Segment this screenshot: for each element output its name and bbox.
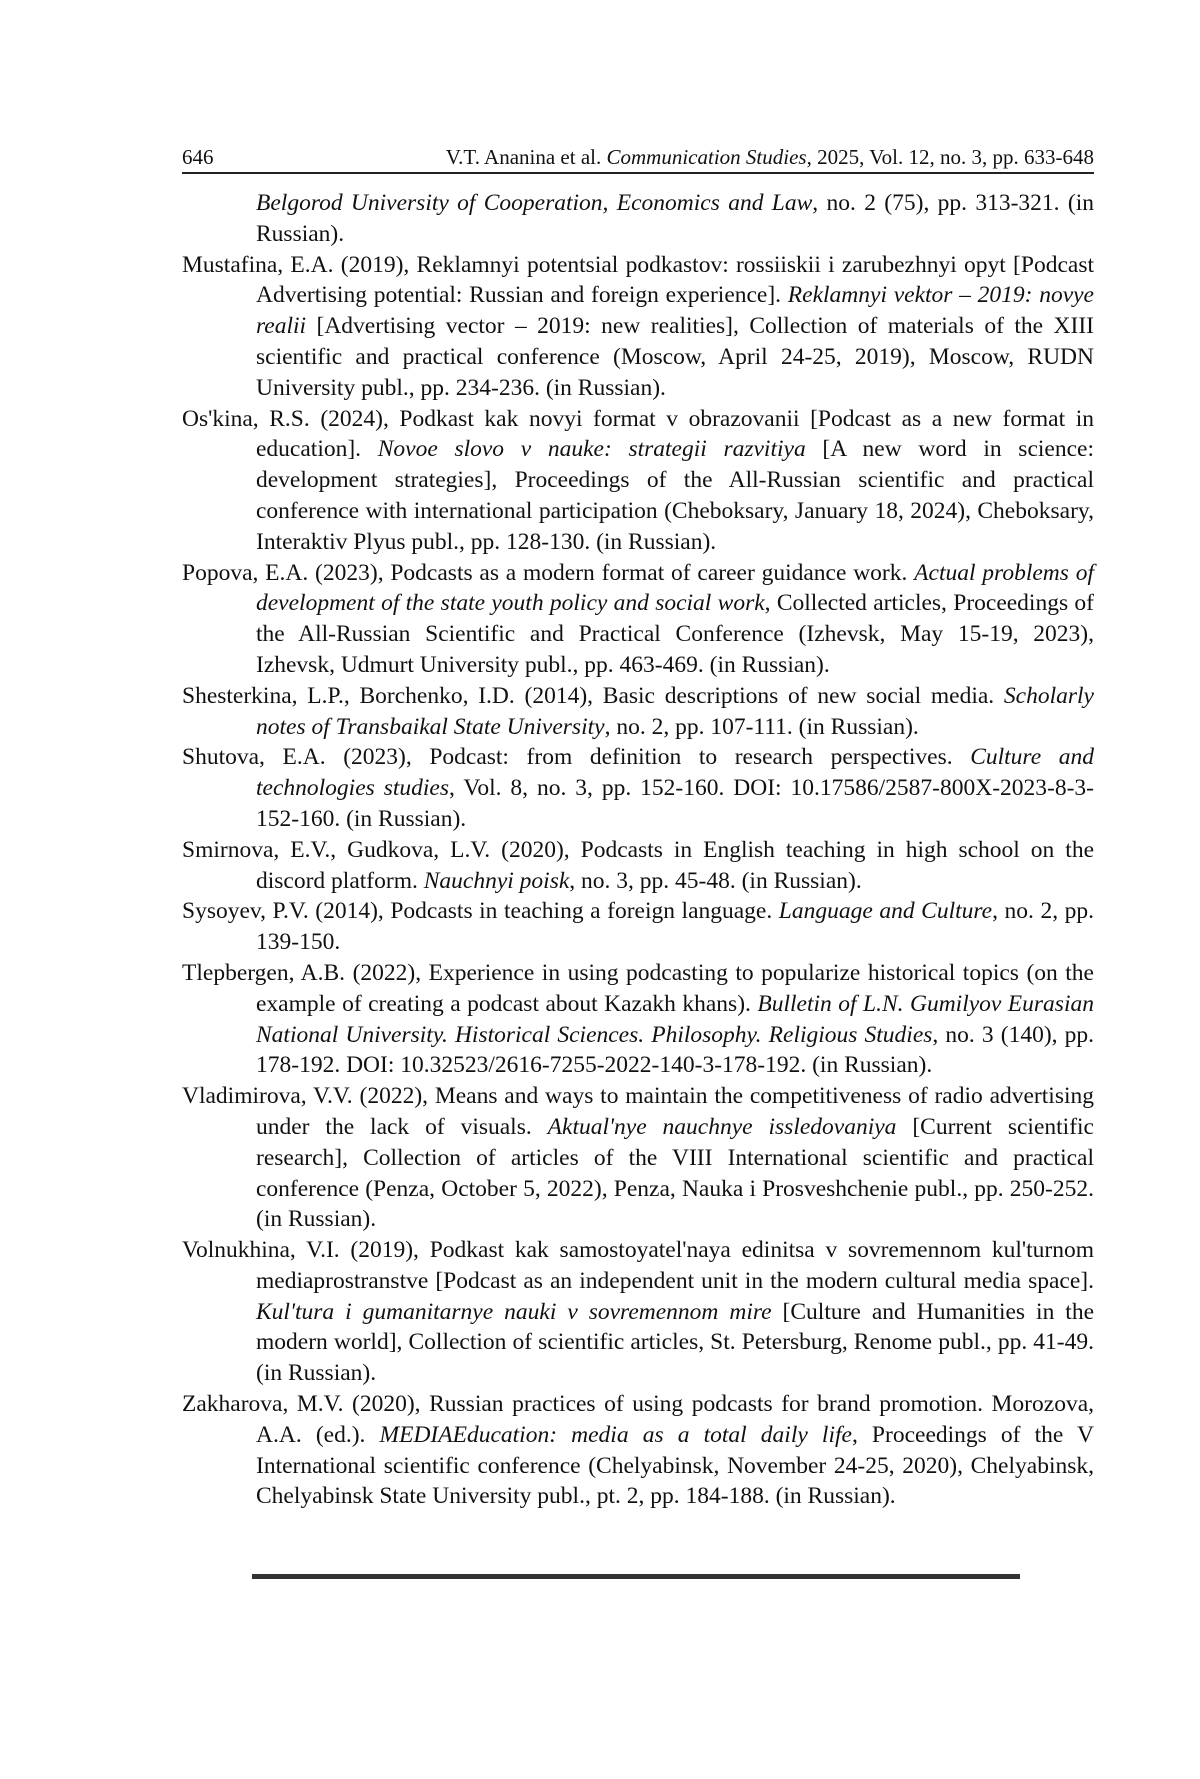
reference-source-title: Bulletin of L.N. Gumilyov Eurasian National University. Historical Sciences. Philosophy. Religious Studies [256, 990, 1094, 1048]
reference-text: Shesterkina, L.P., Borchenko, I.D. (2014), Basic descriptions of new social media. [182, 682, 1004, 709]
reference-entry [182, 835, 1094, 897]
reference-entry [182, 1389, 1094, 1512]
reference-entry [182, 958, 1094, 1081]
reference-text: Mustafina, E.A. (2019), Reklamnyi potentsial podkastov: rossiiskii i zarubezhnyi opyt [Podcast Advertising potential: Russian and foreign experience]. [182, 251, 1094, 309]
reference-entry [182, 188, 1094, 250]
reference-text: , Vol. 8, no. 3, pp. 152-160. DOI: 10.17586/2587-800X-2023-8-3-152-160. (in Russian). [256, 775, 1095, 832]
reference-entry [182, 896, 1094, 958]
reference-text: , no. 2 (75), pp. 313-321. (in Russian). [256, 190, 1094, 247]
reference-entry [182, 1235, 1094, 1389]
reference-source-title: Scholarly notes of Transbaikal State University [256, 682, 1094, 740]
reference-list [182, 188, 1094, 1512]
reference-entry [182, 250, 1094, 404]
reference-text: [A new word in science: development strategies], Proceedings of the All-Russian scientific and practical conference with international participation (Cheboksary, January 18, 2024), Cheboksary, Interaktiv Plyus publ., pp. 128-130. (in Russian). [256, 436, 1094, 555]
reference-source-title: Language and Culture [778, 898, 993, 925]
reference-text: , no. 3, pp. 45-48. (in Russian). [569, 867, 862, 894]
reference-text: [Advertising vector – 2019: new realities], Collection of materials of the XIII scientific and practical conference (Moscow, April 24-25, 2019), Moscow, RUDN University publ., pp. 234-236. (in Russian). [256, 313, 1094, 401]
reference-source-title: Belgorod University of Cooperation, Economics and Law [256, 190, 813, 216]
reference-text: , no. 3 (140), pp. 178-192. DOI: 10.32523/2616-7255-2022-140-3-178-192. (in Russian). [256, 1021, 1094, 1079]
reference-text: Volnukhina, V.I. (2019), Podkast kak samostoyatel'naya edinitsa v sovremennom kul'turnom mediaprostranstve [Podcast as an independent unit in the modern cultural media space]. [182, 1237, 1094, 1294]
reference-entry [182, 681, 1094, 743]
reference-text: Shutova, E.A. (2023), Podcast: from definition to research perspectives. [182, 744, 971, 771]
reference-text: [Culture and Humanities in the modern world], Collection of scientific articles, St. Petersburg, Renome publ., pp. 41-49. (in Russian). [256, 1298, 1095, 1387]
reference-text: Popova, E.A. (2023), Podcasts as a modern format of career guidance work. [182, 559, 915, 586]
page-header [182, 142, 1094, 174]
reference-source-title: Nauchnyi poisk [423, 867, 570, 894]
reference-text: Smirnova, E.V., Gudkova, L.V. (2020), Podcasts in English teaching in high school on the discord platform. [182, 836, 1094, 894]
reference-text: , Collected articles, Proceedings of the All-Russian Scientific and Practical Conference (Izhevsk, May 15-19, 2023), Izhevsk, Udmurt University publ., pp. 463-469. (in Russian). [256, 590, 1095, 678]
reference-source-title: MEDIAEducation: media as a total daily life [379, 1421, 852, 1448]
reference-text: Vladimirova, V.V. (2022), Means and ways to maintain the competitiveness of radio advertising under the lack of visuals. [182, 1083, 1094, 1140]
reference-text: Tlepbergen, A.B. (2022), Experience in using podcasting to popularize historical topics (on the example of creating a podcast about Kazakh khans). [182, 959, 1094, 1017]
reference-text: Os'kina, R.S. (2024), Podkast kak novyi format v obrazovanii [Podcast as a new format in education]. [182, 405, 1094, 463]
reference-source-title: Culture and technologies studies [256, 744, 1094, 802]
reference-source-title: Kul'tura i gumanitarnye nauki v sovremennom mire [256, 1298, 772, 1325]
reference-text: , no. 2, pp. 107-111. (in Russian). [604, 713, 919, 740]
reference-source-title: Novoe slovo v nauke: strategii razvitiya [377, 436, 806, 463]
running-head-details: , 2025, Vol. 12, no. 3, pp. 633-648 [806, 145, 1094, 169]
running-head-authors: V.T. Ananina et al. [445, 145, 602, 169]
page-number: 646 [182, 145, 214, 169]
running-head [446, 142, 1094, 172]
reference-text: , Proceedings of the V International scientific conference (Chelyabinsk, November 24-25, 2020), Chelyabinsk, Chelyabinsk State University publ., pt. 2, pp. 184-188. (in Russian). [256, 1421, 1094, 1510]
reference-source-title: Actual problems of development of the state youth policy and social work [256, 559, 1094, 617]
reference-entry [182, 558, 1094, 681]
reference-text: [Current scientific research], Collection of articles of the VIII International scientific and practical conference (Penza, October 5, 2022), Penza, Nauka i Prosveshchenie publ., pp. 250-252. (in Russian). [256, 1113, 1094, 1233]
reference-source-title: Reklamnyi vektor – 2019: novye realii [256, 282, 1094, 340]
end-rule [252, 1574, 1020, 1579]
running-head-journal: Communication Studies [606, 145, 807, 169]
reference-entry [182, 1081, 1094, 1235]
reference-source-title: Aktual'nye nauchnye issledovaniya [547, 1113, 897, 1140]
reference-text: , no. 2, pp. 139-150. [256, 898, 1095, 956]
reference-text: Sysoyev, P.V. (2014), Podcasts in teaching a foreign language. [182, 898, 779, 925]
reference-entry [182, 404, 1094, 558]
reference-entry [182, 742, 1094, 834]
reference-text: Zakharova, M.V. (2020), Russian practices of using podcasts for brand promotion. Morozova, A.A. (ed.). [182, 1391, 1094, 1448]
